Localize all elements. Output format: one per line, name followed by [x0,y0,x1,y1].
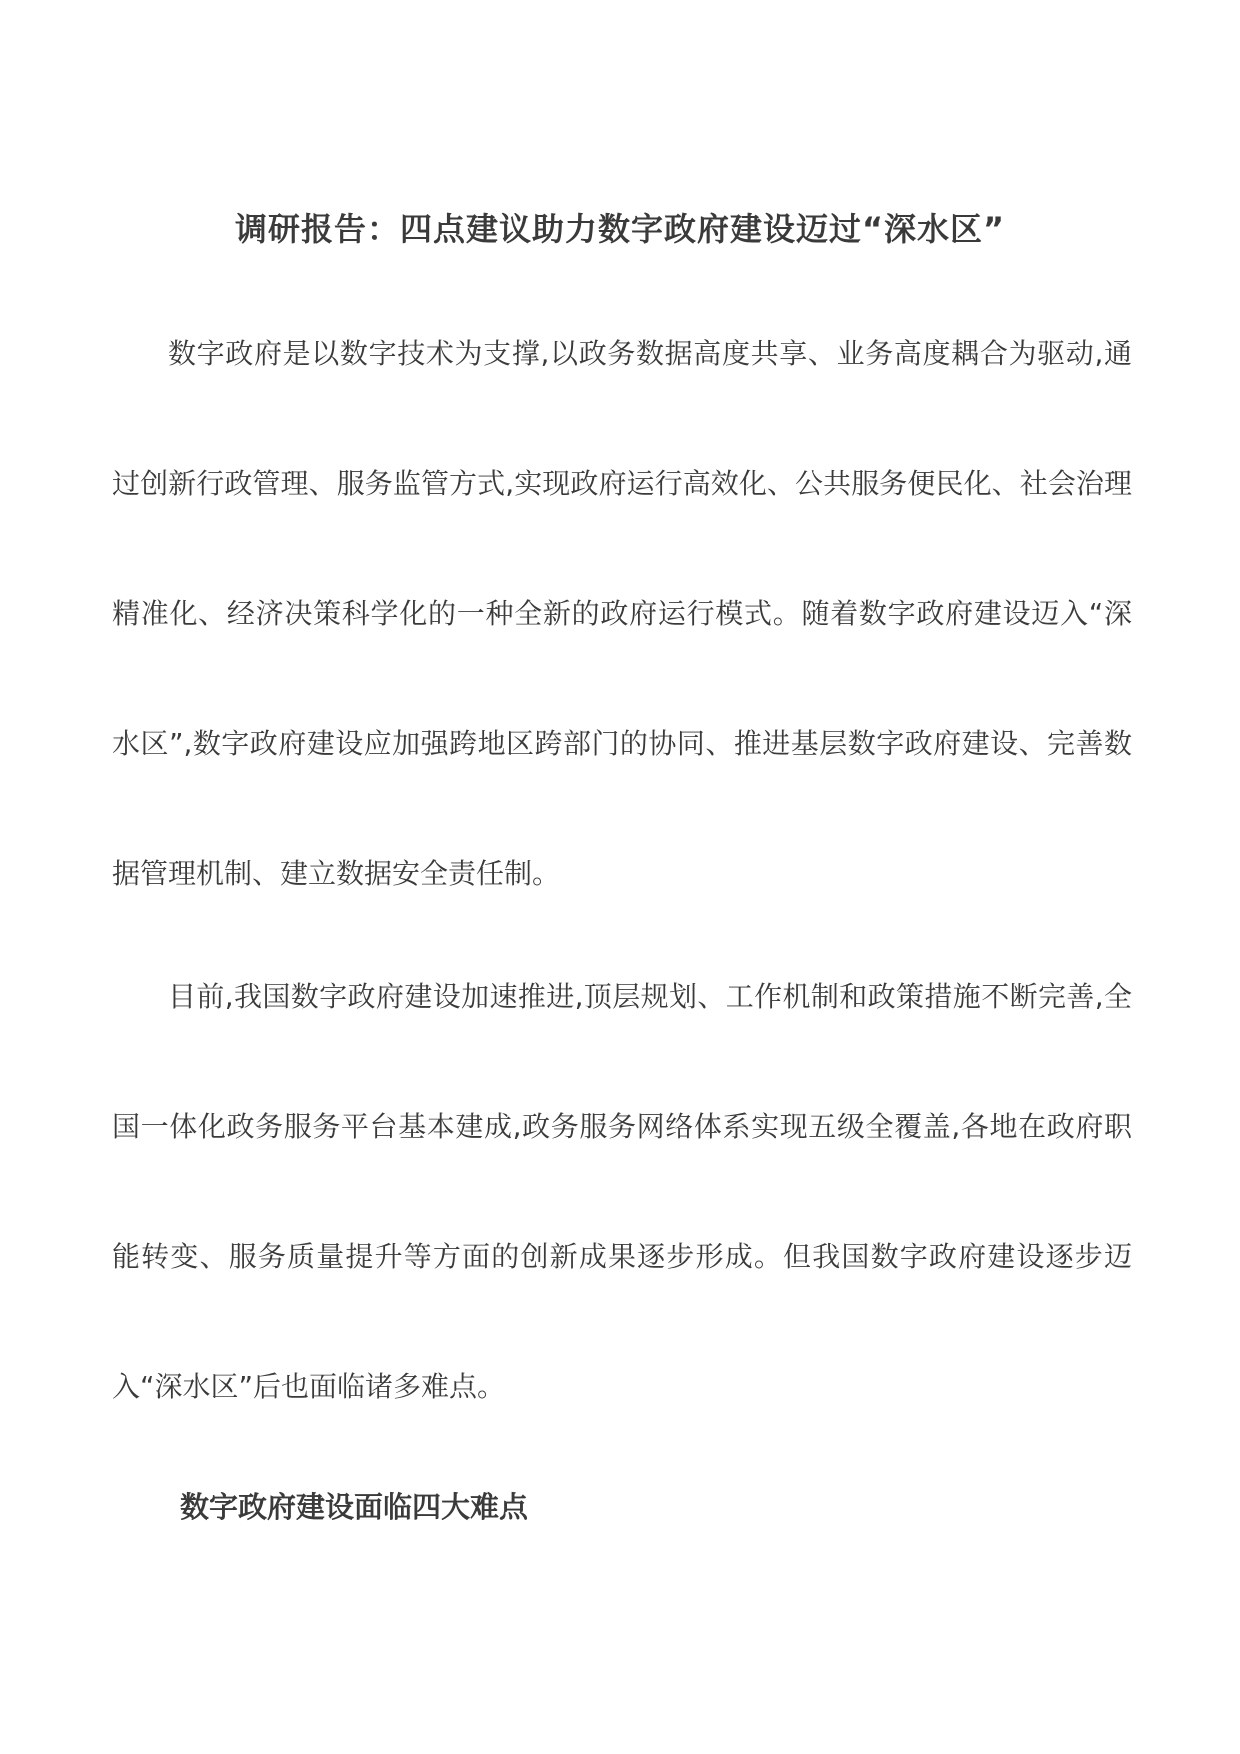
paragraph-intro: 数字政府是以数字技术为支撑,以政务数据高度共享、业务高度耦合为驱动,通过创新行政管理、服务监管方式,实现政府运行高效化、公共服务便民化、社会治理精准化、经济决策科学化的一种全新的政府运行模式。随着数字政府建设迈入“深水区”,数字政府建设应加强跨地区跨部门的协同、推进基层数字政府建设、完善数据管理机制、建立数据安全责任制。 [112,337,1132,890]
document-title: 调研报告：四点建议助力数字政府建设迈过“深水区” [234,210,1006,248]
section-heading: 数字政府建设面临四大难点 [180,1490,529,1524]
paragraph-current-status: 目前,我国数字政府建设加速推进,顶层规划、工作机制和政策措施不断完善,全国一体化政务服务平台基本建成,政务服务网络体系实现五级全覆盖,各地在政府职能转变、服务质量提升等方面的创新成果逐步形成。但我国数字政府建设逐步迈入“深水区”后也面临诸多难点。 [112,980,1132,1403]
